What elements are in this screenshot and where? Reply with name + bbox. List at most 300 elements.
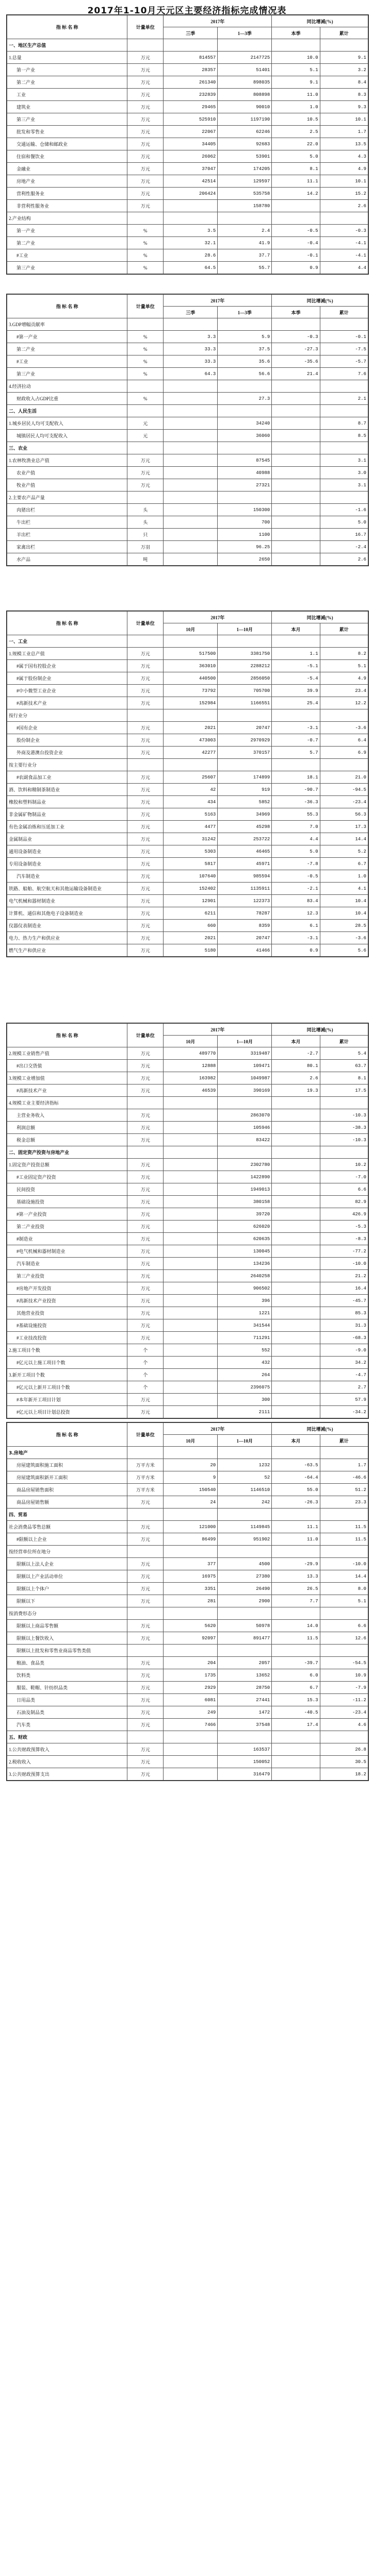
value-period: 12888 [164,1060,218,1072]
growth-cumulative: 16.4 [320,1282,368,1295]
unit-cell: 万元 [127,870,164,883]
table-row [7,113,368,126]
unit-cell: 万元 [127,1171,164,1183]
growth-cumulative [320,1509,368,1521]
growth-cumulative: 8.4 [320,76,368,89]
value-period: 2021 [164,932,218,944]
unit-cell [127,709,164,722]
table-row [7,454,368,467]
table-row [7,529,368,541]
table-row [7,1381,368,1394]
growth-cumulative: -4.1 [320,249,368,262]
table-row [7,796,368,808]
unit-cell [127,1546,164,1558]
table-row [7,1097,368,1109]
table-row [7,920,368,932]
unit-cell [127,1447,164,1459]
growth-cumulative: 2.6 [320,200,368,212]
value-cumulative: 2863070 [218,1109,272,1122]
table-row [7,1743,368,1756]
unit-cell: % [127,225,164,237]
growth-cumulative: 12.6 [320,1632,368,1645]
value-cumulative: 891477 [218,1632,272,1645]
growth-cumulative: 4.6 [320,1719,368,1731]
growth-period: 5.0 [272,845,320,858]
table-row [7,845,368,858]
growth-period [272,1381,320,1394]
growth-period [272,1208,320,1221]
indicator-name: #亿元以上新开工项目个数 [7,1381,127,1394]
table-row [7,1159,368,1171]
unit-cell: 万元 [127,747,164,759]
growth-period [272,759,320,771]
value-cumulative: 34240 [218,417,272,430]
section-heading-row [7,635,368,648]
unit-cell: 万元 [127,734,164,747]
value-period [164,1344,218,1357]
growth-period [272,200,320,212]
value-cumulative: 34969 [218,808,272,821]
unit-cell: 万元 [127,200,164,212]
indicator-name: 财政收入占GDP比重 [7,393,127,405]
value-cumulative: 906502 [218,1282,272,1295]
indicator-name: 水产品 [7,553,127,566]
growth-cumulative: -10.3 [320,1134,368,1146]
indicator-name: 非金属矿物制品业 [7,808,127,821]
value-period [164,417,218,430]
growth-cumulative [320,635,368,648]
indicator-name: 3.GDP增幅贡献率 [7,318,127,331]
indicator-name: 3.公共财政预算支出 [7,1768,127,1781]
unit-cell: 万元 [127,479,164,492]
growth-cumulative: -3.6 [320,932,368,944]
value-cumulative: 396 [218,1295,272,1307]
value-period [164,318,218,331]
growth-cumulative: -45.7 [320,1295,368,1307]
growth-cumulative: -46.6 [320,1471,368,1484]
growth-period: -0.5 [272,225,320,237]
growth-period: -0.4 [272,237,320,249]
indicator-name: 1.固定资产投资总额 [7,1159,127,1171]
growth-period: 14.0 [272,1620,320,1632]
growth-cumulative [320,759,368,771]
unit-cell: 个 [127,1369,164,1381]
value-cumulative: 45298 [218,821,272,833]
unit-cell: 万元 [127,784,164,796]
value-period [164,467,218,479]
value-period: 2929 [164,1682,218,1694]
indicator-name: 牛出栏 [7,516,127,529]
unit-cell [127,405,164,417]
unit-cell: 万元 [127,89,164,101]
growth-period: -35.6 [272,355,320,368]
growth-cumulative: 28.5 [320,920,368,932]
unit-cell: 元 [127,430,164,442]
header-growth-period: 本月 [272,1036,320,1047]
header-growth-cumulative: 累计 [320,623,368,635]
table-row [7,516,368,529]
growth-period: -29.9 [272,1558,320,1570]
growth-period: -0.1 [272,249,320,262]
value-cumulative: 87545 [218,454,272,467]
indicator-name: 外商及港澳台投资企业 [7,747,127,759]
indicator-name: 限额以上餐饮收入 [7,1632,127,1645]
value-period [164,1134,218,1146]
value-cumulative: 129597 [218,175,272,188]
indicator-name: #工业固定资产投资 [7,1171,127,1183]
unit-cell: 万元 [127,52,164,64]
growth-period [272,212,320,225]
indicator-name: 2.规模工业销售产值 [7,1047,127,1060]
value-period [164,1332,218,1344]
unit-cell: 万元 [127,1332,164,1344]
value-period [164,1743,218,1756]
table-row [7,504,368,516]
indicator-name: 专用设备制造业 [7,858,127,870]
value-period [164,479,218,492]
growth-cumulative: -2.4 [320,541,368,553]
growth-cumulative: 56.3 [320,808,368,821]
growth-period: 22.0 [272,138,320,150]
value-cumulative [218,1645,272,1657]
growth-cumulative: 8.0 [320,1583,368,1595]
indicator-name: 3.房地产 [7,1447,127,1459]
indicator-name: 工业 [7,89,127,101]
growth-period [272,1295,320,1307]
table-row [7,393,368,405]
unit-cell: 万元 [127,1570,164,1583]
value-cumulative: 316479 [218,1768,272,1781]
value-cumulative [218,1097,272,1109]
indicator-name: 利润总额 [7,1122,127,1134]
value-cumulative: 1221 [218,1307,272,1319]
unit-cell: 万元 [127,1768,164,1781]
table-row [7,1221,368,1233]
growth-cumulative: 8.1 [320,1072,368,1084]
value-cumulative: 53901 [218,150,272,163]
growth-cumulative [320,212,368,225]
table-row [7,225,368,237]
growth-period: -64.4 [272,1471,320,1484]
growth-cumulative [320,1645,368,1657]
unit-cell: % [127,331,164,343]
growth-period: -7.8 [272,858,320,870]
indicator-name: #属于国有控股企业 [7,660,127,672]
growth-cumulative: -5.3 [320,1221,368,1233]
growth-period [272,516,320,529]
table-row [7,343,368,355]
growth-period [272,393,320,405]
growth-period: -3.1 [272,932,320,944]
table-row [7,1719,368,1731]
indicator-table [7,294,368,566]
growth-cumulative: -10.0 [320,1558,368,1570]
growth-period [272,1146,320,1159]
growth-period: 6.0 [272,1669,320,1682]
indicator-name: 4.规模工业主要经济指标 [7,1097,127,1109]
value-period: 5163 [164,808,218,821]
growth-cumulative: 4.1 [320,883,368,895]
value-cumulative: 242 [218,1496,272,1509]
value-period [164,1282,218,1295]
value-period: 232839 [164,89,218,101]
value-period: 9 [164,1471,218,1484]
growth-cumulative: 18.2 [320,1768,368,1781]
growth-period [272,39,320,52]
value-cumulative: 432 [218,1357,272,1369]
value-cumulative: 2640258 [218,1270,272,1282]
growth-period: 14.2 [272,188,320,200]
growth-period [272,1270,320,1282]
table-row [7,932,368,944]
value-period: 5180 [164,944,218,957]
indicator-name: 三、农业 [7,442,127,454]
indicator-name: 限额以上商品零售额 [7,1620,127,1632]
unit-cell: 万元 [127,1632,164,1645]
growth-period: 6.7 [272,1682,320,1694]
value-cumulative: 380158 [218,1196,272,1208]
value-cumulative: 62246 [218,126,272,138]
table-row [7,734,368,747]
indicator-name: 一、地区生产总值 [7,39,127,52]
table-row [7,368,368,380]
indicator-name: 房屋建筑面积施工面积 [7,1459,127,1471]
header-cumulative: 1—10月 [218,1435,272,1447]
value-period: 517500 [164,648,218,660]
unit-cell: 万元 [127,1657,164,1669]
header-unit: 计量单位 [127,612,164,635]
growth-cumulative: 6.4 [320,734,368,747]
growth-cumulative: 4.4 [320,262,368,274]
unit-cell: 万元 [127,845,164,858]
value-cumulative: 41.9 [218,237,272,249]
indicator-name: 股份制企业 [7,734,127,747]
growth-cumulative: 23.3 [320,1496,368,1509]
indicator-name: 限额以上批发和零售业商品零售类值 [7,1645,127,1657]
growth-cumulative [320,405,368,417]
indicator-name: 第一产业 [7,225,127,237]
table-row [7,1682,368,1694]
indicator-name: #基础设施投资 [7,1319,127,1332]
value-cumulative: 2302780 [218,1159,272,1171]
value-period: 434 [164,796,218,808]
table-row [7,771,368,784]
growth-period: -36.3 [272,796,320,808]
table-row [7,430,368,442]
value-period: 28.6 [164,249,218,262]
value-period: 86499 [164,1533,218,1546]
value-period [164,1509,218,1521]
unit-cell: 万元 [127,1208,164,1221]
value-period [164,1221,218,1233]
growth-cumulative: 426.9 [320,1208,368,1221]
growth-cumulative: 16.7 [320,529,368,541]
value-period: 7466 [164,1719,218,1731]
table-row [7,479,368,492]
value-period [164,1731,218,1743]
indicator-name: 五、财政 [7,1731,127,1743]
value-period [164,635,218,648]
value-cumulative: 1472 [218,1706,272,1719]
growth-period [272,1447,320,1459]
header-growth-period: 本季 [272,27,320,39]
table-row [7,1357,368,1369]
section-heading-row [7,1731,368,1743]
indicator-name: #亿元以上施工项目个数 [7,1357,127,1369]
indicator-table [7,1023,368,1418]
indicator-name: 基础设施投资 [7,1196,127,1208]
growth-cumulative: 7.6 [320,368,368,380]
unit-cell: 万元 [127,1122,164,1134]
unit-cell: 万元 [127,1743,164,1756]
table-row [7,1295,368,1307]
value-cumulative: 8359 [218,920,272,932]
growth-cumulative: 21.0 [320,771,368,784]
indicator-name: 房屋建筑面积新开工面积 [7,1471,127,1484]
value-cumulative: 13652 [218,1669,272,1682]
table-row [7,541,368,553]
growth-period: -39.7 [272,1657,320,1669]
table-row [7,1072,368,1084]
table-row [7,138,368,150]
value-cumulative: 2900 [218,1595,272,1607]
value-period [164,492,218,504]
table-row [7,1233,368,1245]
growth-cumulative: -77.2 [320,1245,368,1258]
value-cumulative [218,318,272,331]
unit-cell: 万元 [127,722,164,734]
value-cumulative: 35.6 [218,355,272,368]
indicator-name: 非营利性服务业 [7,200,127,212]
value-period: 64.5 [164,262,218,274]
section-heading-row [7,1509,368,1521]
value-cumulative: 36060 [218,430,272,442]
indicator-name: #第一产业投资 [7,1208,127,1221]
header-growth: 同比增减(%) [272,612,368,623]
unit-cell: 万元 [127,138,164,150]
value-period [164,1756,218,1768]
indicator-name: 商品房屋销售面积 [7,1484,127,1496]
unit-cell: % [127,368,164,380]
unit-cell: 万元 [127,76,164,89]
growth-cumulative: 5.6 [320,944,368,957]
table-row [7,249,368,262]
growth-cumulative: 5.0 [320,516,368,529]
value-cumulative: 2111 [218,1406,272,1418]
header-indicator-name: 指 标 名 称 [7,1423,127,1447]
indicator-name: 其他营业投资 [7,1307,127,1319]
value-period: 121000 [164,1521,218,1533]
unit-cell: 万元 [127,895,164,907]
growth-cumulative: -9.0 [320,1344,368,1357]
value-cumulative: 163537 [218,1743,272,1756]
header-unit: 计量单位 [127,295,164,318]
unit-cell [127,1731,164,1743]
growth-cumulative: 2.1 [320,393,368,405]
unit-cell: 元 [127,417,164,430]
table-row [7,1645,368,1657]
value-cumulative: 2057 [218,1657,272,1669]
growth-period: 55.0 [272,1484,320,1496]
value-cumulative: 390169 [218,1084,272,1097]
table-row [7,1183,368,1196]
value-cumulative: 898035 [218,76,272,89]
unit-cell: 只 [127,529,164,541]
growth-period: 8.1 [272,163,320,175]
growth-period: 18.1 [272,771,320,784]
growth-cumulative: 4.3 [320,150,368,163]
growth-cumulative: 6.6 [320,1620,368,1632]
table-row [7,1595,368,1607]
table-row [7,1319,368,1332]
value-cumulative: 40988 [218,467,272,479]
value-cumulative: 41466 [218,944,272,957]
header-period: 三季 [164,307,218,318]
value-period [164,541,218,553]
unit-cell: % [127,393,164,405]
growth-cumulative: 23.4 [320,685,368,697]
growth-cumulative: 8.3 [320,89,368,101]
header-growth-cumulative: 累计 [320,307,368,318]
indicator-name: #电气机械和器材制造业 [7,1245,127,1258]
unit-cell: 万元 [127,1682,164,1694]
value-period: 32.1 [164,237,218,249]
table-section [6,1023,369,1419]
growth-cumulative [320,1146,368,1159]
value-cumulative: 39720 [218,1208,272,1221]
value-cumulative: 37548 [218,1719,272,1731]
value-cumulative: 134236 [218,1258,272,1270]
value-cumulative: 52 [218,1471,272,1484]
growth-cumulative: -0.1 [320,331,368,343]
unit-cell: 万元 [127,821,164,833]
value-period: 489770 [164,1047,218,1060]
growth-period: 9.1 [272,76,320,89]
unit-cell [127,39,164,52]
growth-cumulative [320,1097,368,1109]
growth-cumulative: 2.7 [320,1381,368,1394]
indicator-name: 石油及制品类 [7,1706,127,1719]
table-row [7,648,368,660]
table-row [7,237,368,249]
table-row [7,467,368,479]
indicator-name: 2.税收收入 [7,1756,127,1768]
indicator-name: #属于股份制企业 [7,672,127,685]
unit-cell: 万元 [127,1109,164,1122]
table-row [7,821,368,833]
value-period [164,1645,218,1657]
growth-cumulative [320,1447,368,1459]
value-cumulative: 5.9 [218,331,272,343]
indicator-name: 4.经济拉动 [7,380,127,393]
growth-period: 80.1 [272,1060,320,1072]
growth-period: -5.1 [272,660,320,672]
unit-cell [127,1097,164,1109]
value-period: 152402 [164,883,218,895]
table-row [7,163,368,175]
indicator-name: 燃气生产和供应业 [7,944,127,957]
table-row [7,1768,368,1781]
growth-period [272,1332,320,1344]
table-row [7,355,368,368]
indicator-name: #工业 [7,249,127,262]
value-cumulative: 27380 [218,1570,272,1583]
value-period [164,1122,218,1134]
unit-cell: 万元 [127,1134,164,1146]
value-cumulative [218,405,272,417]
growth-period [272,1319,320,1332]
growth-period: 1.1 [272,648,320,660]
